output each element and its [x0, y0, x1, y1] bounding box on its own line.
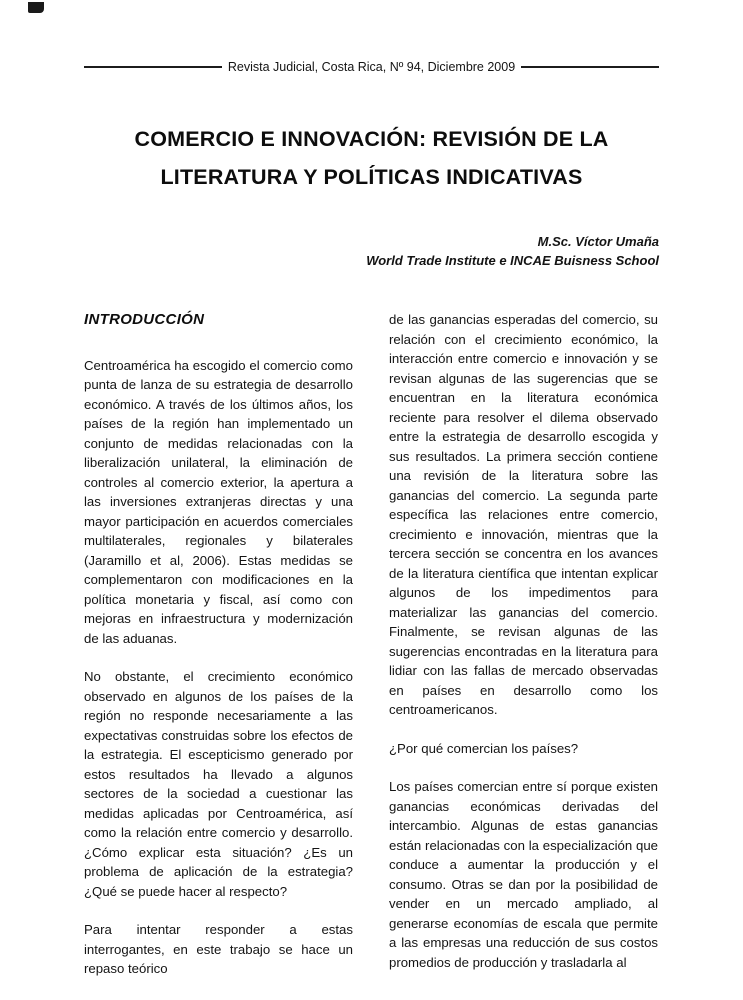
paragraph: Para intentar responder a estas interrogantes, en este trabajo se hace un repaso teórico [84, 922, 353, 976]
article-title-line-1: COMERCIO E INNOVACIÓN: REVISIÓN DE LA [134, 127, 609, 151]
header-rule-right [521, 66, 659, 68]
paragraph: No obstante, el crecimiento económico observado en algunos de los países de la región no responde necesariamente a las expectativas construidas sobre los efectos de la estrategia. El escepticismo generado por estos resultados ha llevado a algunos sectores de la sociedad a cuestionar las medidas aplicadas por Centroamérica, así como la relación entre comercio y desarrollo. ¿Cómo explicar esta situación? ¿Es un problema de aplicación de la estrategia? ¿Qué se puede hacer al respecto? [84, 669, 353, 899]
right-column [389, 310, 658, 998]
journal-header [84, 60, 659, 74]
journal-title-text: Revista Judicial, Costa Rica, Nº 94, Diciembre 2009 [227, 60, 516, 74]
author-name: M.Sc. Víctor Umaña [537, 234, 659, 249]
paragraph: de las ganancias esperadas del comercio, su relación con el crecimiento económico, la interacción entre comercio e innovación y se revisan algunas de las sugerencias que se encuentran en la literatura económica reciente para resolver el dilema observado entre la estrategia de desarrollo escogida y sus resultados. La primera sección contiene una revisión de la literatura sobre las ganancias del comercio. La segunda parte específica las relaciones entre comercio, crecimiento e innovación, mientras que la tercera sección se concentra en los avances de la literatura científica que intentan explicar algunos de los impedimentos para materializar las ganancias del comercio. Finalmente, se revisan algunas de las sugerencias encontradas en la literatura para lidiar con las fallas de mercado observadas en países en desarrollo como los centroamericanos. [389, 312, 658, 717]
scan-artifact [28, 2, 44, 13]
paragraph: Los países comercian entre sí porque existen ganancias económicas derivadas del intercambio. Algunas de estas ganancias están relacionadas con la especialización que conduce a aumentar la producción y el consumo. Otras se dan por la posibilidad de vender en un mercado ampliado, al generarse economías de escala que permite a las empresas una reducción de sus costos promedios de producción y trasladarla al [389, 779, 658, 970]
article-body [84, 310, 659, 998]
article-title-line-2: LITERATURA Y POLÍTICAS INDICATIVAS [160, 165, 583, 189]
header-rule-left [84, 66, 222, 68]
author-block [84, 232, 659, 270]
article-title [60, 120, 683, 196]
left-column [84, 310, 353, 998]
author-affiliation: World Trade Institute e INCAE Buisness School [366, 253, 659, 268]
section-question-heading: ¿Por qué comercian los países? [389, 740, 579, 756]
paragraph: Centroamérica ha escogido el comercio como punta de lanza de su estrategia de desarrollo económico. A través de los últimos años, los países de la región han implementado un conjunto de medidas relacionadas con la liberalización unilateral, la eliminación de controles al comercio exterior, la apertura a las inversiones extranjeras directas y una mayor participación en acuerdos comerciales multilaterales, regionales y bilaterales (Jaramillo et al, 2006). Estas medidas se complementaron con modificaciones en la política monetaria y fiscal, así como con mejoras en infraestructura y modernización de las aduanas. [84, 357, 353, 646]
introduction-heading: INTRODUCCIÓN [84, 311, 205, 328]
